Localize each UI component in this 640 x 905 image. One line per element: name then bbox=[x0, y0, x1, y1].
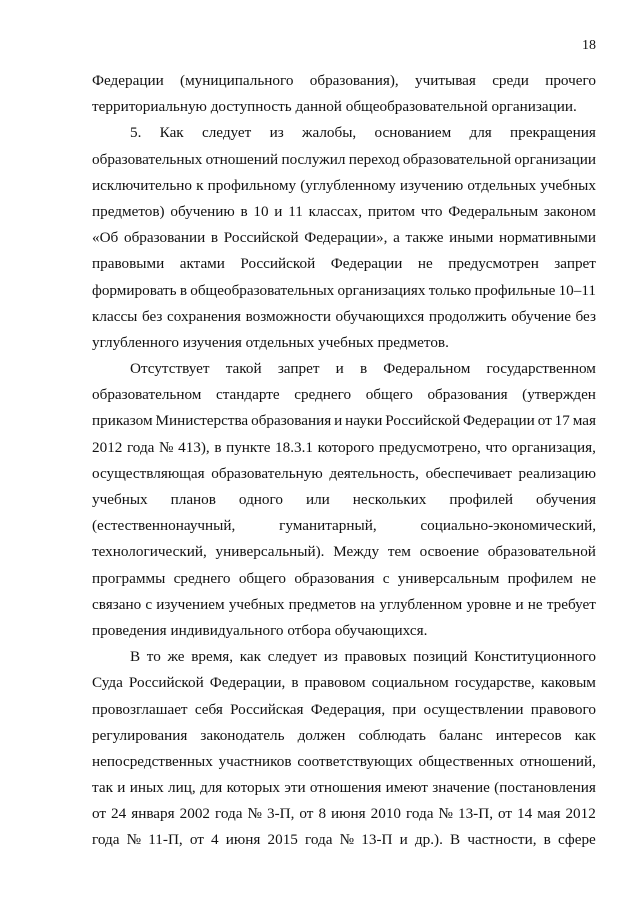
text-word: регулирования bbox=[92, 726, 188, 744]
text-word: Федерации bbox=[330, 255, 403, 273]
text-word: не bbox=[417, 255, 433, 273]
text-word: гуманитарный, bbox=[279, 517, 377, 535]
text-word: осуществлении bbox=[423, 700, 524, 718]
text-word: образовании bbox=[123, 229, 206, 247]
text-word: которых bbox=[226, 779, 281, 797]
text-word: связано bbox=[92, 595, 142, 613]
text-word: актами bbox=[179, 255, 225, 273]
text-line bbox=[92, 304, 596, 330]
text-word: В bbox=[450, 831, 461, 849]
text-line bbox=[92, 68, 596, 94]
text-word: образовательной bbox=[487, 543, 596, 561]
text-word: Федерации», bbox=[304, 229, 388, 247]
text-word: на bbox=[360, 595, 376, 613]
text-word: № bbox=[126, 831, 142, 849]
text-word: в bbox=[543, 831, 551, 849]
text-word: образовательном bbox=[92, 386, 202, 404]
text-word: июня bbox=[331, 805, 366, 823]
text-word: сохранения bbox=[167, 307, 241, 325]
text-word: Конституционного bbox=[474, 648, 596, 666]
text-word: уровне bbox=[466, 595, 512, 613]
text-line bbox=[92, 251, 596, 277]
text-word: Федерации bbox=[463, 412, 535, 430]
text-line bbox=[92, 330, 596, 356]
text-word: года bbox=[305, 831, 333, 849]
text-line bbox=[92, 801, 596, 827]
text-word: от bbox=[537, 412, 552, 430]
text-word: среднего bbox=[294, 386, 352, 404]
text-word: формировать bbox=[92, 281, 177, 299]
text-word: правовых bbox=[344, 648, 407, 666]
text-word: 3-П, bbox=[266, 805, 295, 823]
text-word: Российской bbox=[385, 412, 461, 430]
text-word: переход bbox=[348, 150, 400, 168]
text-word: при bbox=[392, 700, 417, 718]
text-word: образовательную bbox=[211, 464, 323, 482]
text-word: № bbox=[339, 831, 355, 849]
text-word: (муниципального bbox=[180, 72, 294, 89]
text-word: 11 bbox=[288, 202, 303, 220]
text-word: образовательных bbox=[92, 150, 203, 168]
text-word: как bbox=[574, 726, 596, 744]
text-word: 24 bbox=[111, 805, 127, 823]
text-word: в bbox=[291, 674, 299, 692]
text-line bbox=[92, 566, 596, 592]
text-word: 17 bbox=[554, 412, 570, 430]
text-word: учебных bbox=[540, 176, 596, 194]
text-word: продолжить bbox=[428, 307, 507, 325]
text-word: 2012 bbox=[565, 805, 596, 823]
text-word: в bbox=[240, 202, 248, 220]
text-word: 18.3.1 bbox=[275, 438, 314, 456]
text-word: др.). bbox=[414, 831, 443, 849]
text-word: № bbox=[247, 805, 262, 823]
text-line bbox=[92, 697, 596, 723]
text-word: в bbox=[210, 229, 219, 247]
text-word: от bbox=[92, 805, 107, 823]
text-word: 13-П bbox=[361, 831, 393, 849]
text-word: предметов) bbox=[92, 202, 165, 220]
text-word: законодатель bbox=[200, 726, 285, 744]
text-word: участников bbox=[218, 752, 292, 770]
text-word: с bbox=[145, 595, 153, 613]
text-word: соблюдать bbox=[358, 726, 426, 744]
text-word: общего bbox=[238, 569, 287, 587]
text-line bbox=[92, 827, 596, 853]
text-word: мая bbox=[537, 805, 561, 823]
text-word: имеют bbox=[385, 779, 428, 797]
text-word: запрет bbox=[277, 360, 320, 378]
text-word: эти bbox=[284, 779, 306, 797]
text-line bbox=[92, 513, 596, 539]
text-word: образования bbox=[251, 412, 332, 430]
text-word: 10–11 bbox=[558, 281, 596, 299]
text-word: отношения bbox=[309, 779, 382, 797]
text-word: правовыми bbox=[92, 255, 165, 273]
text-word: из bbox=[269, 124, 284, 142]
text-word: отношений, bbox=[519, 752, 596, 770]
text-line bbox=[92, 618, 596, 644]
text-word: Отсутствует bbox=[130, 360, 210, 378]
text-word: обучение bbox=[511, 307, 571, 325]
text-word: территориальную доступность данной общеобразовательной организации. bbox=[92, 98, 577, 116]
text-word: науки bbox=[345, 412, 383, 430]
text-word: требует bbox=[546, 595, 596, 613]
text-word: и bbox=[335, 360, 344, 378]
text-word: государственном bbox=[486, 360, 596, 378]
text-word: с bbox=[382, 569, 390, 587]
text-word: июня bbox=[225, 831, 261, 849]
text-word: жалобы, bbox=[301, 124, 357, 142]
text-line bbox=[92, 147, 596, 173]
text-word: отдельных bbox=[467, 176, 537, 194]
text-word: без bbox=[575, 307, 596, 325]
text-word: которого bbox=[317, 438, 375, 456]
text-word: В bbox=[130, 648, 141, 666]
text-word: нормативными bbox=[499, 229, 596, 247]
text-word: (постановления bbox=[494, 779, 596, 797]
text-word: или bbox=[305, 491, 330, 508]
text-word: должен bbox=[297, 726, 346, 744]
text-word: как bbox=[239, 648, 262, 666]
text-word: Как bbox=[159, 124, 184, 142]
text-line bbox=[92, 94, 596, 120]
text-word: 10 bbox=[253, 202, 269, 220]
text-word: позиций bbox=[413, 648, 468, 666]
text-word: 2012 bbox=[92, 438, 123, 456]
text-word: прочего bbox=[545, 72, 596, 89]
text-word: иными bbox=[449, 229, 494, 247]
text-word: «Об bbox=[92, 229, 119, 247]
text-word: следует bbox=[201, 124, 252, 142]
text-word: Российская bbox=[230, 700, 304, 718]
text-word: Российской bbox=[223, 229, 299, 247]
text-word: изучением bbox=[156, 595, 225, 613]
text-word: притом bbox=[367, 202, 416, 220]
text-word: Федеральном bbox=[383, 360, 471, 378]
text-word: провозглашает bbox=[92, 700, 188, 718]
text-word: возможности bbox=[245, 307, 331, 325]
text-word: Российской bbox=[128, 674, 204, 692]
text-word: предусмотрено, bbox=[378, 438, 481, 456]
text-word: и bbox=[117, 779, 126, 797]
text-word: и bbox=[274, 202, 283, 220]
text-word: (естественнонаучный, bbox=[92, 517, 236, 535]
text-word: 11-П, bbox=[148, 831, 183, 849]
text-word: из bbox=[323, 648, 338, 666]
text-word: и bbox=[515, 595, 524, 613]
text-word: универсальным bbox=[397, 569, 500, 587]
text-line bbox=[92, 539, 596, 565]
text-word: обучению bbox=[170, 202, 235, 220]
text-word: года bbox=[92, 831, 120, 849]
text-word: также bbox=[405, 229, 444, 247]
text-word: классах, bbox=[308, 202, 363, 220]
text-word: сфере bbox=[557, 831, 596, 849]
text-word: образовательной bbox=[402, 150, 512, 168]
text-word: образования bbox=[294, 569, 375, 587]
text-line bbox=[92, 775, 596, 801]
text-word: к bbox=[196, 176, 204, 194]
text-word: в bbox=[359, 360, 368, 378]
text-word: планов bbox=[170, 491, 216, 508]
text-word: правового bbox=[530, 700, 596, 718]
text-word: приказом bbox=[92, 412, 153, 430]
text-word: Министерства bbox=[155, 412, 249, 430]
text-word: не bbox=[527, 595, 543, 613]
text-word: деятельность, bbox=[329, 464, 419, 482]
text-word: отношений bbox=[205, 150, 279, 168]
text-word: 4 bbox=[211, 831, 219, 849]
text-word: Российской bbox=[240, 255, 316, 273]
text-word: одного bbox=[238, 491, 283, 508]
text-line bbox=[92, 199, 596, 225]
text-word: то bbox=[146, 648, 161, 666]
text-word: реализацию bbox=[518, 464, 596, 482]
body-text bbox=[92, 68, 596, 854]
text-word: правовом bbox=[304, 674, 366, 692]
text-word: основанием bbox=[374, 124, 452, 142]
text-word: нескольких bbox=[352, 491, 427, 508]
text-word: социально-экономический, bbox=[420, 517, 596, 535]
text-word: Федеральным bbox=[448, 202, 539, 220]
text-word: углубленного изучения отдельных учебных предметов. bbox=[92, 333, 449, 351]
text-word: значение bbox=[432, 779, 490, 797]
text-word: же bbox=[167, 648, 185, 666]
text-word: исключительно bbox=[92, 176, 192, 194]
text-word: 5. bbox=[130, 124, 142, 142]
text-word: соответствующих bbox=[297, 752, 413, 770]
text-word: от bbox=[299, 805, 314, 823]
text-line bbox=[92, 120, 596, 146]
text-line bbox=[92, 749, 596, 775]
text-word: программы bbox=[92, 569, 166, 587]
text-word: Между bbox=[333, 543, 380, 561]
text-word: 413), bbox=[178, 438, 210, 456]
text-word: законом bbox=[543, 202, 596, 220]
text-line bbox=[92, 356, 596, 382]
text-word: в bbox=[179, 281, 187, 299]
text-word: освоение bbox=[419, 543, 479, 561]
text-line bbox=[92, 723, 596, 749]
text-word: 2010 bbox=[370, 805, 401, 823]
text-word: Суда bbox=[92, 674, 123, 692]
text-word: частности, bbox=[467, 831, 537, 849]
text-word: 14 bbox=[517, 805, 533, 823]
text-word: среднего bbox=[173, 569, 231, 587]
text-word: (углубленному bbox=[300, 176, 396, 194]
text-word: учитывая bbox=[415, 72, 476, 89]
text-word: 8 bbox=[318, 805, 327, 823]
text-word: обучения bbox=[536, 491, 596, 508]
text-word: организации bbox=[514, 150, 596, 168]
text-word: года bbox=[126, 438, 155, 456]
text-word: организациях bbox=[337, 281, 426, 299]
text-word: осуществляющая bbox=[92, 464, 205, 482]
text-word: образования bbox=[427, 386, 508, 404]
text-word: среди bbox=[492, 72, 529, 89]
text-word: и bbox=[399, 831, 408, 849]
text-word: профильному bbox=[207, 176, 297, 194]
text-word: изучению bbox=[399, 176, 464, 194]
text-word: мая bbox=[572, 412, 596, 430]
text-line bbox=[92, 278, 596, 304]
text-word: без bbox=[141, 307, 163, 325]
text-word: от bbox=[498, 805, 513, 823]
text-word: что bbox=[485, 438, 508, 456]
text-word: непосредственных bbox=[92, 752, 213, 770]
text-word: запрет bbox=[554, 255, 596, 273]
text-word: предметов bbox=[288, 595, 357, 613]
text-word: время, bbox=[191, 648, 234, 666]
text-word: от bbox=[189, 831, 204, 849]
text-line bbox=[92, 592, 596, 618]
text-word: учебных bbox=[92, 491, 148, 508]
text-word: государстве, bbox=[454, 674, 535, 692]
text-line bbox=[92, 173, 596, 199]
text-line bbox=[92, 408, 596, 434]
text-word: проведения индивидуального отбора обучающихся. bbox=[92, 621, 428, 639]
text-word: тем bbox=[387, 543, 411, 561]
text-word: обучающихся bbox=[335, 307, 425, 325]
text-word: общеобразовательных bbox=[190, 281, 335, 299]
text-word: года bbox=[406, 805, 434, 823]
text-line bbox=[92, 461, 596, 487]
text-word: прекращения bbox=[510, 124, 596, 142]
text-word: учебных bbox=[228, 595, 285, 613]
text-word: стандарте bbox=[215, 386, 280, 404]
text-word: января bbox=[131, 805, 175, 823]
text-word: только bbox=[428, 281, 472, 299]
text-word: года bbox=[215, 805, 243, 823]
text-word: следует bbox=[267, 648, 318, 666]
text-word: каковым bbox=[540, 674, 596, 692]
text-word: предусмотрен bbox=[448, 255, 539, 273]
text-word: общественных bbox=[418, 752, 514, 770]
text-word: обеспечивает bbox=[425, 464, 512, 482]
text-word: для bbox=[199, 779, 223, 797]
text-word: классы bbox=[92, 307, 138, 325]
text-word: углубленном bbox=[379, 595, 463, 613]
text-line bbox=[92, 644, 596, 670]
text-word: и bbox=[334, 412, 343, 430]
text-word: организация, bbox=[511, 438, 596, 456]
text-line bbox=[92, 382, 596, 408]
text-word: социальном bbox=[371, 674, 449, 692]
text-word: себя bbox=[194, 700, 223, 718]
text-word: пункте bbox=[226, 438, 271, 456]
text-word: профилей bbox=[449, 491, 514, 508]
text-word: такой bbox=[225, 360, 262, 378]
text-word: Федерации bbox=[92, 72, 164, 89]
text-word: № bbox=[159, 438, 174, 456]
text-word: Федерация, bbox=[310, 700, 386, 718]
text-word: лиц, bbox=[168, 779, 196, 797]
text-word: баланс bbox=[438, 726, 483, 744]
page-number: 18 bbox=[582, 38, 596, 53]
text-line bbox=[92, 670, 596, 696]
text-word: 2015 bbox=[267, 831, 298, 849]
text-word: что bbox=[420, 202, 443, 220]
text-word: общего bbox=[365, 386, 413, 404]
text-line bbox=[92, 487, 596, 513]
text-word: Федерации, bbox=[209, 674, 286, 692]
text-word: иных bbox=[129, 779, 164, 797]
text-word: послужил bbox=[281, 150, 346, 168]
text-word: а bbox=[393, 229, 400, 247]
text-word: (утвержден bbox=[522, 386, 596, 404]
text-line bbox=[92, 225, 596, 251]
text-word: технологический, bbox=[92, 543, 207, 561]
text-word: № bbox=[438, 805, 453, 823]
text-line bbox=[92, 435, 596, 461]
text-word: профилем bbox=[507, 569, 573, 587]
text-word: не bbox=[581, 569, 596, 587]
text-word: профильные bbox=[474, 281, 556, 299]
text-word: образования), bbox=[309, 72, 399, 89]
text-word: в bbox=[214, 438, 222, 456]
text-word: для bbox=[469, 124, 492, 142]
text-word: 2002 bbox=[179, 805, 210, 823]
text-word: так bbox=[92, 779, 113, 797]
text-word: 13-П, bbox=[457, 805, 493, 823]
text-word: универсальный). bbox=[215, 543, 325, 561]
text-word: интересов bbox=[495, 726, 562, 744]
